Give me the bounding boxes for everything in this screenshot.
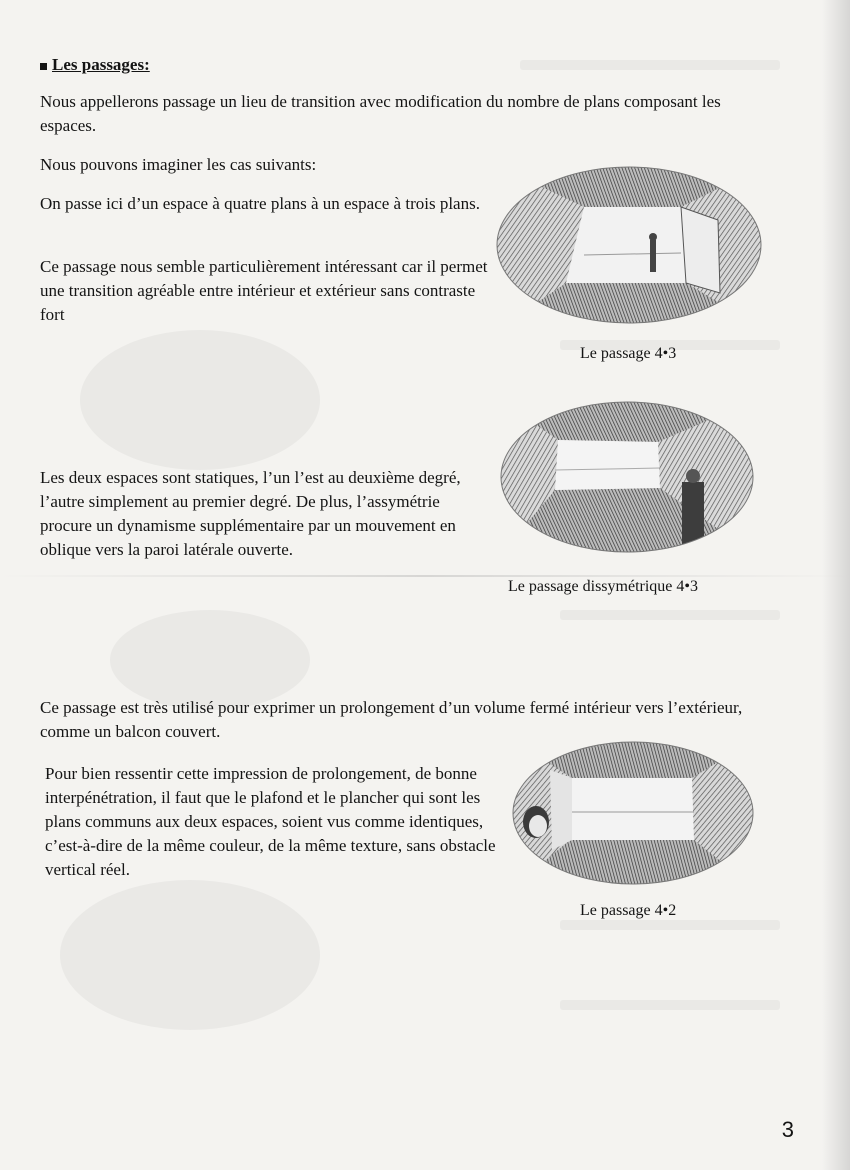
page-edge-shadow [822, 0, 850, 1170]
case2-paragraph: Les deux espaces sont statiques, l’un l’est au deuxième degré, l’autre simplement au premier degré. De plus, l’assymétrie procure un dynamisme supplémentaire par un mouvement en oblique vers la paroi latérale ouverte. [40, 468, 461, 559]
case1-paragraph-a: On passe ici d’un espace à quatre plans à un espace à trois plans. [40, 194, 480, 213]
bleed-through-mark [110, 610, 310, 710]
case1-paragraph-b: Ce passage nous semble particulièrement intéressant car il permet une transition agréable entre intérieur et extérieur sans contraste fort [40, 257, 488, 324]
section-title [40, 55, 150, 75]
page-fold [0, 575, 850, 577]
case3-paragraph-b: Pour bien ressentir cette impression de prolongement, de bonne interpénétration, il faut que le plafond et le plancher qui sont les plans communs aux deux espaces, soient vus comme identiques, c’est-à-dire de la même couleur, de la même texture, sans obstacle vertical réel. [45, 764, 496, 879]
intro-cases-line: Nous pouvons imaginer les cas suivants: [40, 155, 317, 174]
bullet-icon [40, 63, 47, 70]
bleed-through-mark [60, 880, 320, 1030]
case3-paragraph-a: Ce passage est très utilisé pour exprimer un prolongement d’un volume fermé intérieur vers l’extérieur, comme un balcon couvert. [40, 698, 743, 741]
bleed-through-mark [80, 330, 320, 470]
passage-dissymetrique-illustration [500, 400, 755, 555]
passage-4-2-illustration [512, 740, 754, 888]
bleed-through-line [560, 610, 780, 620]
bleed-through-line [560, 1000, 780, 1010]
caption-passage-4-3: Le passage 4•3 [580, 345, 677, 362]
section-title-text: Les passages: [52, 55, 150, 74]
page-number: 3 [781, 1117, 794, 1142]
caption-passage-dissymetrique: Le passage dissymétrique 4•3 [508, 578, 698, 595]
caption-passage-4-2: Le passage 4•2 [580, 902, 677, 919]
intro-paragraph: Nous appellerons passage un lieu de transition avec modification du nombre de plans composant les espaces. [40, 92, 721, 135]
bleed-through-line [560, 920, 780, 930]
passage-4-3-illustration [496, 165, 766, 330]
bleed-through-line [520, 60, 780, 70]
